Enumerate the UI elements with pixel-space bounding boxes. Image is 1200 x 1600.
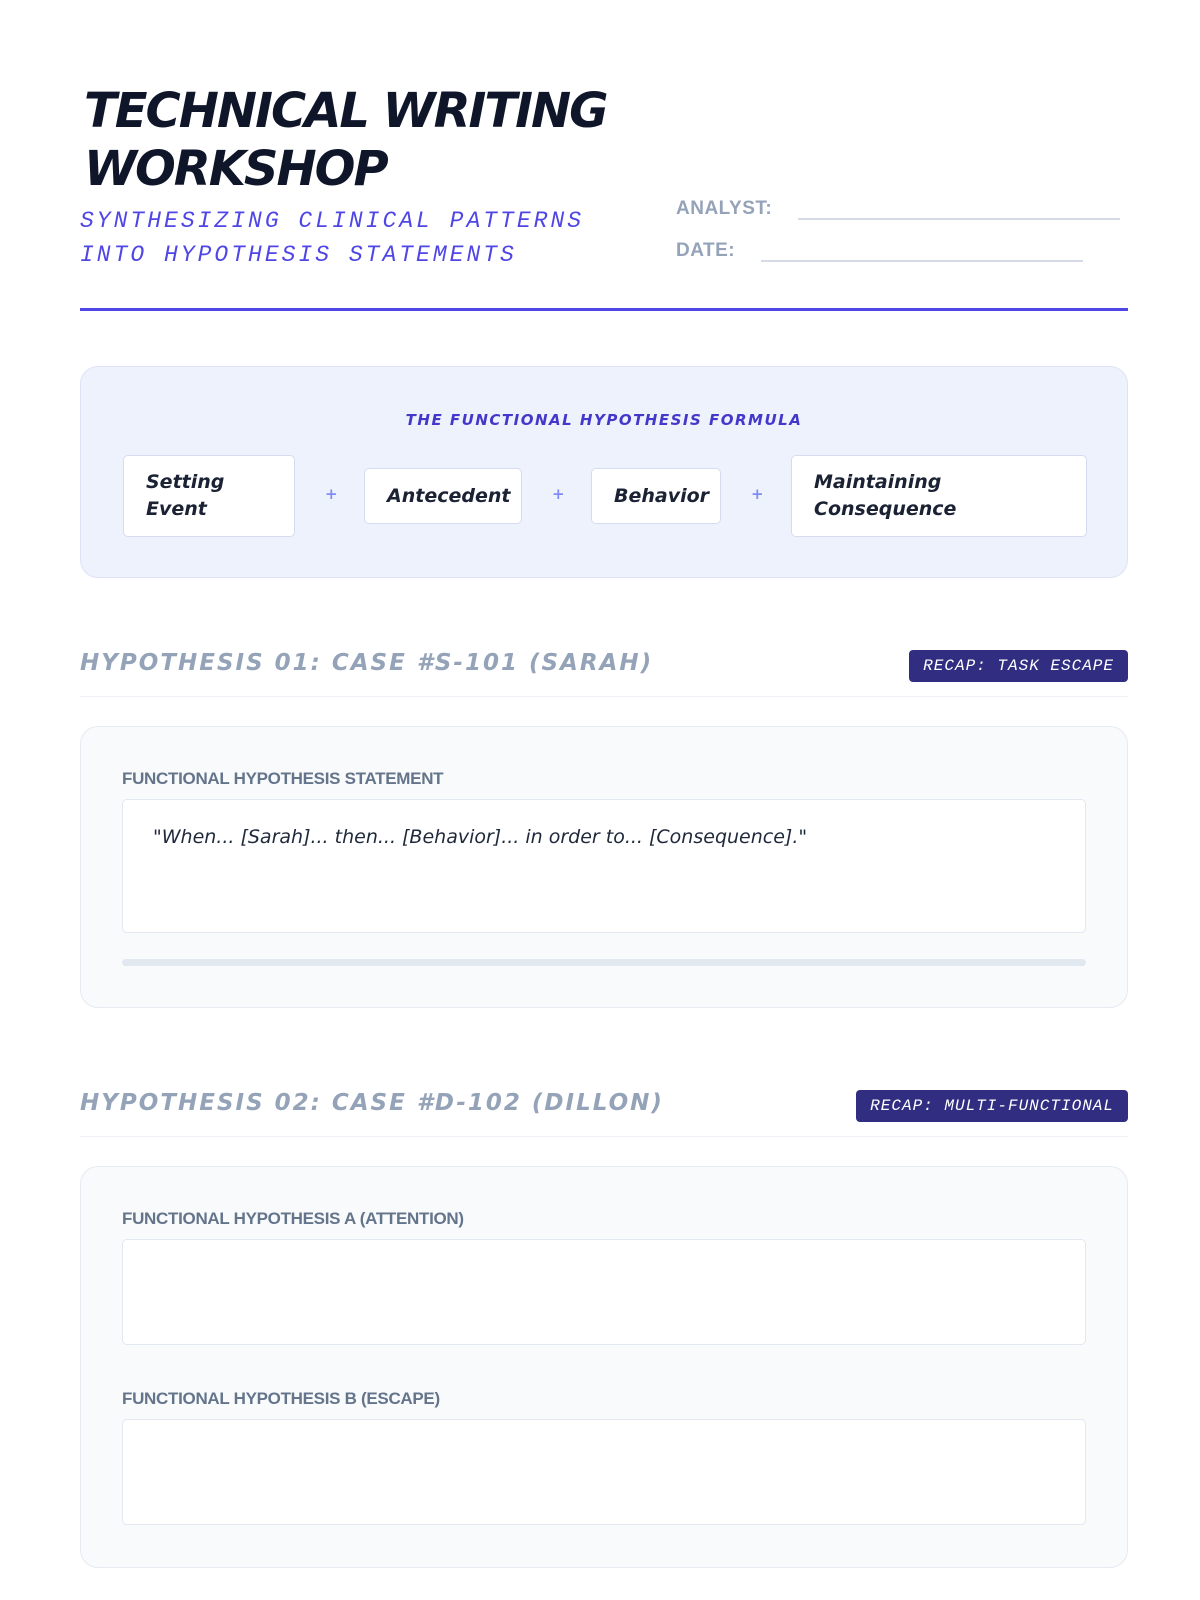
- formula-term-antecedent: Antecedent: [364, 468, 522, 524]
- formula-term-setting-event: Setting Event: [123, 455, 295, 537]
- hypothesis-1-statement-field[interactable]: [122, 799, 1086, 933]
- hypothesis-1-badge: RECAP: TASK ESCAPE: [909, 650, 1128, 682]
- hypothesis-1-divider: [80, 696, 1128, 697]
- analyst-row: [676, 198, 1120, 220]
- formula-term-maintaining-consequence: Maintaining Consequence: [791, 455, 1087, 537]
- hypothesis-1-progress-bar: [122, 959, 1086, 966]
- hypothesis-2a-field[interactable]: [122, 1239, 1086, 1345]
- analyst-label: ANALYST:: [676, 198, 773, 219]
- hypothesis-1-card: [80, 726, 1128, 1008]
- date-field[interactable]: [761, 240, 1083, 262]
- plus-icon: +: [552, 485, 565, 503]
- plus-icon: +: [325, 485, 338, 503]
- hypothesis-2b-field-label: FUNCTIONAL HYPOTHESIS B (ESCAPE): [122, 1389, 440, 1408]
- formula-panel: [80, 366, 1128, 578]
- formula-title: THE FUNCTIONAL HYPOTHESIS FORMULA: [405, 411, 803, 429]
- page-title: TECHNICAL WRITING WORKSHOP: [84, 83, 607, 197]
- hypothesis-2b-field[interactable]: [122, 1419, 1086, 1525]
- analyst-field[interactable]: [798, 198, 1120, 220]
- hypothesis-2a-field-label: FUNCTIONAL HYPOTHESIS A (ATTENTION): [122, 1209, 464, 1228]
- plus-icon: +: [751, 485, 764, 503]
- hypothesis-2-title: HYPOTHESIS 02: CASE #D-102 (DILLON): [80, 1090, 664, 1116]
- hypothesis-2-card: [80, 1166, 1128, 1568]
- hypothesis-1-statement-text: "When... [Sarah]... then... [Behavior]... in order to... [Consequence].": [153, 826, 808, 848]
- page-subtitle: SYNTHESIZING CLINICAL PATTERNS INTO HYPOTHESIS STATEMENTS: [80, 208, 585, 268]
- date-row: [676, 240, 1083, 262]
- hypothesis-2-badge: RECAP: MULTI-FUNCTIONAL: [856, 1090, 1128, 1122]
- hypothesis-1-title: HYPOTHESIS 01: CASE #S-101 (SARAH): [80, 650, 654, 676]
- header-divider: [80, 308, 1128, 311]
- hypothesis-1-field-label: FUNCTIONAL HYPOTHESIS STATEMENT: [122, 769, 444, 788]
- hypothesis-2-divider: [80, 1136, 1128, 1137]
- date-label: DATE:: [676, 240, 736, 261]
- formula-term-behavior: Behavior: [591, 468, 721, 524]
